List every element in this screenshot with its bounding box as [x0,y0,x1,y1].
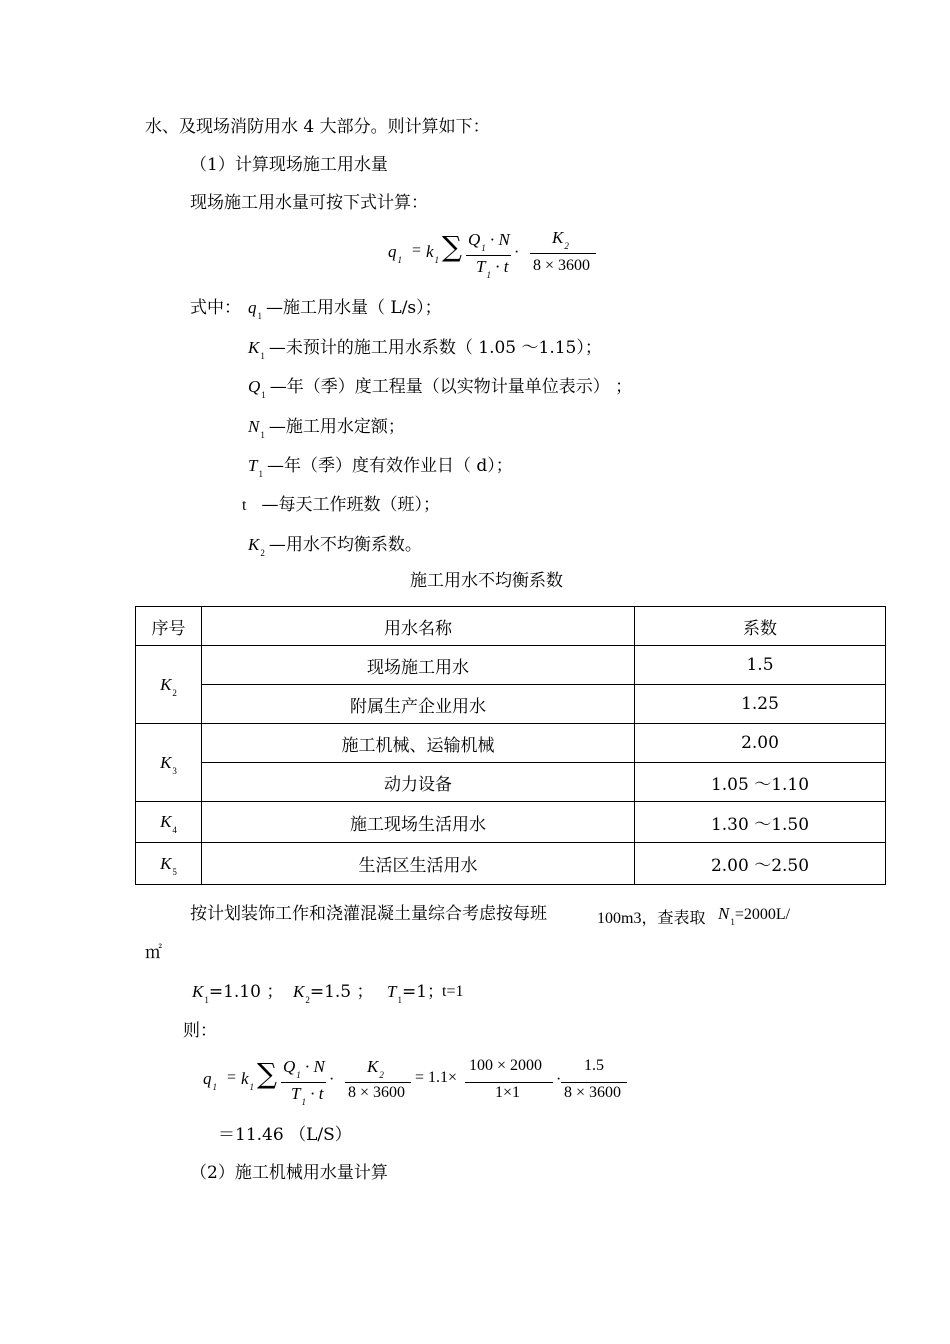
table-row [136,685,886,724]
calc-mid: = 1.1× [415,1069,458,1086]
definition-variable: N [248,417,260,436]
definition-subscript: 1 [257,311,262,321]
calc-formula [203,1055,633,1115]
calc-k: $k_1$ [241,1069,255,1092]
row-name: 现场施工用水 [202,646,635,685]
formula-k: $k_1$ [426,242,440,265]
definition-subscript: 1 [260,351,265,361]
definition-subscript: 2 [260,548,265,558]
row-name: 施工现场生活用水 [202,802,635,843]
group-k4: $K_4$ [136,802,202,843]
table-row [136,802,886,843]
fraction-bar-1 [466,255,511,256]
row-name: 施工机械、运输机械 [202,724,635,763]
calc-dot-1: · [329,1071,335,1088]
definition-variable: q [248,298,257,317]
table-row [136,724,886,763]
fraction-bar-2 [530,253,596,254]
group-k3: $K_3$ [136,724,202,802]
table-header-row [136,607,886,646]
sum-symbol: ∑ [442,230,462,263]
formula-intro: 现场施工用水量可按下式计算： [190,193,428,213]
formula-eq: = [412,242,422,259]
row-value: 2.00 ～2.50 [635,843,886,885]
formula-num2: $K_2$ [552,228,569,251]
calc-den2: 8 × 3600 [348,1084,406,1101]
definition-subscript: 1 [260,430,265,440]
definition-variable: T [248,456,258,475]
table-row [136,843,886,885]
formula-num1: $Q_1 \cdot N$ [468,230,510,253]
calc-num4: 1.5 [584,1057,604,1074]
calc-fraction-bar-3 [465,1082,553,1083]
header-coefficient: 系数 [635,607,886,646]
formula-dot: · [514,244,520,261]
formula-den2: 8 × 3600 [533,257,591,274]
calc-fraction-bar-4 [561,1082,627,1083]
param-t: t=1 [442,983,464,1000]
row-name: 生活区生活用水 [202,843,635,885]
definition-text: —用水不均衡系数。 [268,535,422,555]
row-value: 1.5 [635,646,886,685]
calc-fraction-bar-1 [281,1082,326,1083]
table-row [136,646,886,685]
definition-subscript: 1 [258,469,263,479]
calc-text-1: 按计划装饰工作和浇灌混凝土量综合考虑按每班 [190,904,547,924]
row-value: 1.25 [635,685,886,724]
table-row [136,763,886,802]
calc-text-2: 100m3，查表取 [597,910,706,927]
group-k2: $K_2$ [136,646,202,724]
row-value: 2.00 [635,724,886,763]
param-k2: $K_2=1.5$ ； [293,982,374,1005]
definition-text: —年（季）度工程量（以实物计量单位表示） ； [269,377,633,397]
row-name: 附属生产企业用水 [202,685,635,724]
formula-q: $q_1$ [388,242,402,265]
definition-text: —每天工作班数（班）； [261,495,440,515]
table-title: 施工用水不均衡系数 [410,571,563,591]
definition-variable: K [248,535,260,554]
where-label: 式中： [190,298,241,318]
header-index: 序号 [136,607,202,646]
calc-den3: 1×1 [495,1084,521,1101]
definition-variable: Q [248,377,261,396]
group-k5: $K_5$ [136,843,202,885]
formula-den1: $T_1 \cdot t$ [476,257,509,280]
definition-variable: K [248,338,260,357]
calc-num2: $K_2$ [367,1057,384,1080]
then-label: 则： [183,1021,217,1041]
param-k1: $K_1=1.10$ ； [192,982,284,1005]
definition-item [248,417,405,440]
calc-den4: 8 × 3600 [564,1084,622,1101]
definition-text: —施工用水量（ L/s）； [266,298,442,318]
section1-heading: （1）计算现场施工用水量 [190,155,388,175]
intro-line: 水、及现场消防用水 4 大部分。则计算如下： [145,117,490,137]
definition-text: —年（季）度有效作业日（ d）； [266,456,513,476]
main-formula [388,228,608,288]
calc-dot-2: · [556,1071,562,1088]
calc-den1: $T_1 \cdot t$ [291,1084,324,1107]
definition-item [248,456,513,479]
section2-heading: （2）施工机械用水量计算 [190,1163,388,1183]
definition-item [248,535,422,558]
row-value: 1.30 ～1.50 [635,802,886,843]
definition-item [248,338,602,361]
calc-sum-symbol: ∑ [257,1057,277,1090]
calc-eq: = [227,1069,237,1086]
definition-item [248,298,442,321]
calc-num3: 100 × 2000 [469,1057,543,1074]
definition-item [242,495,440,515]
definition-item [248,377,633,400]
calc-n: $N_1=2000L/$ [718,904,791,927]
result-line: ＝11.46 （L/S） [218,1125,352,1145]
calc-q: $q_1$ [203,1069,217,1092]
calc-unit: ㎡ [145,943,162,963]
calc-num1: $Q_1 \cdot N$ [283,1057,325,1080]
definition-subscript: 1 [261,390,266,400]
row-value: 1.05 ～1.10 [635,763,886,802]
coefficient-table [135,606,886,885]
header-name: 用水名称 [202,607,635,646]
definition-text: —未预计的施工用水系数（ 1.05 ～1.15）； [268,338,602,358]
param-t1: $T_1=1$； [387,982,445,1005]
definition-variable: t [242,497,247,514]
calc-fraction-bar-2 [345,1082,411,1083]
row-name: 动力设备 [202,763,635,802]
definition-text: —施工用水定额； [268,417,405,437]
